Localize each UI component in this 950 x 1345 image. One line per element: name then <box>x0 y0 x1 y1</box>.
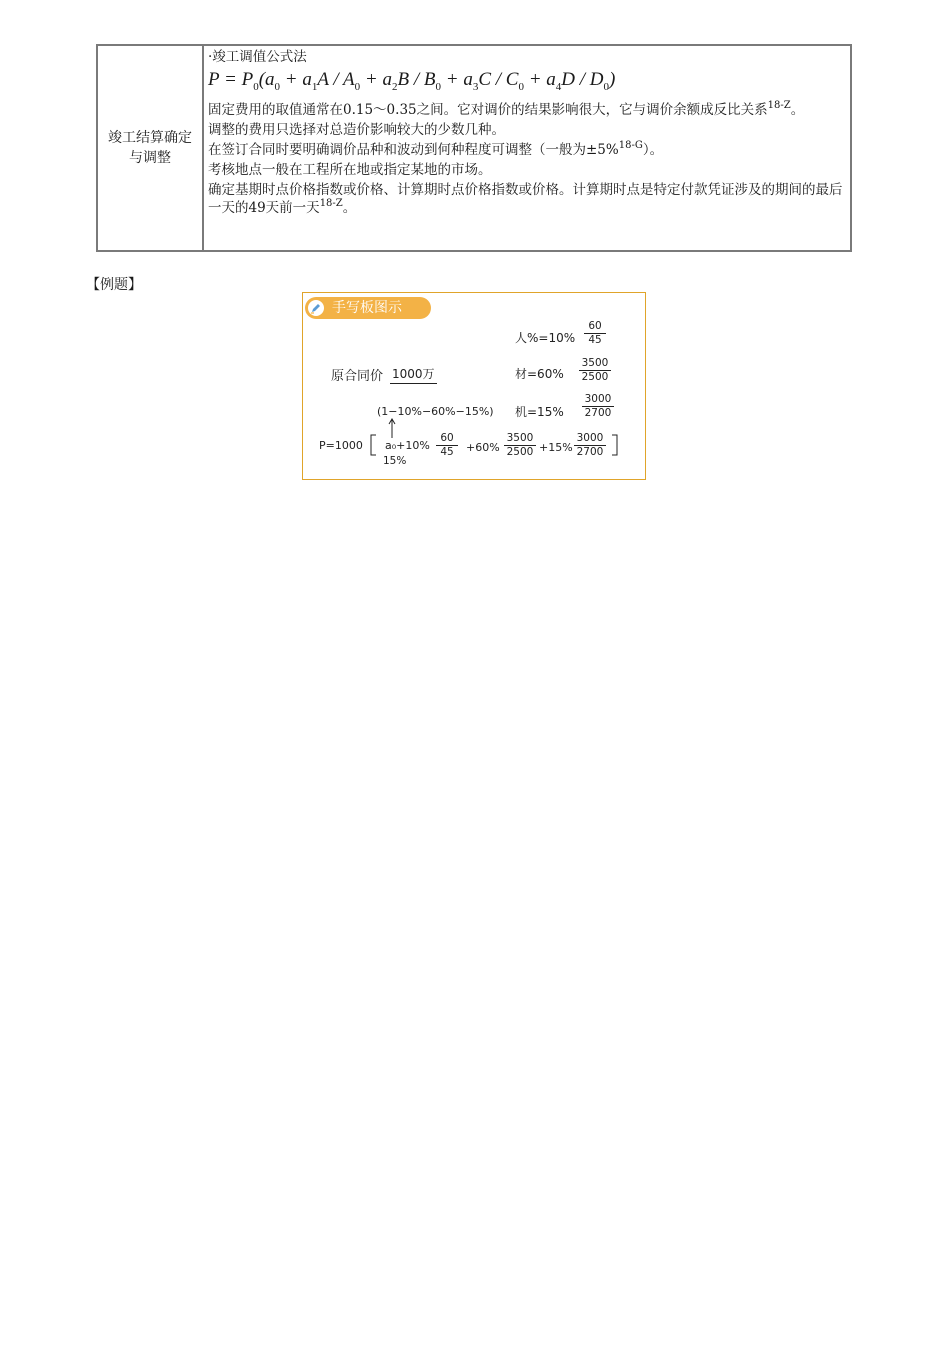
formula-term: $a_3C / C_0$ <box>463 69 524 93</box>
line-text: 调整的费用只选择对总造价影响较大的少数几种。 <box>208 121 505 138</box>
contract-label: 原合同价 <box>331 369 384 384</box>
formula-p0: $P_0$ <box>241 69 259 93</box>
line-text: 考核地点一般在工程所在地或指定某地的市场。 <box>208 161 492 178</box>
row-header-text: 竣工结算确定与调整 <box>108 130 192 166</box>
fixed-calc: (1−10%−60%−15%) <box>377 405 494 418</box>
line-reference: 18-Z <box>767 99 791 111</box>
formula-fraction-1 <box>436 432 458 459</box>
f1-num: 60 <box>440 432 454 444</box>
content-line <box>208 121 846 139</box>
formula-prefix: P=1000 <box>319 439 363 452</box>
f2-den: 2500 <box>504 445 536 459</box>
formula-term: $a_4D / D_0$ <box>546 69 610 93</box>
material-fraction <box>579 357 611 384</box>
labor-fraction <box>584 320 606 347</box>
content-line <box>208 181 846 217</box>
material-label: 材=60% <box>515 367 564 381</box>
machine-fraction <box>582 393 614 420</box>
formula-coef-2: +60% <box>466 441 500 454</box>
formula-term: $a_2B / B_0$ <box>382 69 441 93</box>
row-content <box>204 46 850 250</box>
handwriting-pad <box>302 292 646 480</box>
line-reference: 18-G <box>618 139 643 151</box>
line-text: 在签订合同时要明确调价品种和波动到何种程度可调整（一般为±5% <box>208 141 619 158</box>
formula-term: $a_1A / A_0$ <box>302 69 361 93</box>
line-tail: ）。 <box>642 141 664 158</box>
section-heading: ·竣工调值公式法 <box>208 49 307 65</box>
example-label: 【例题】 <box>86 277 142 293</box>
line-text: 确定基期时点价格指数或价格、计算期时点价格指数或价格。计算期时点是特定付款凭证涉及的期间的最后一天的49天前一天 <box>208 181 843 216</box>
machine-label: 机=15% <box>515 405 564 419</box>
f2-num: 3500 <box>506 432 534 444</box>
line-text: 固定费用的取值通常在0.15～0.35之间。它对调价的结果影响很大，它与调价余额成反比关系 <box>208 101 768 118</box>
line-reference: 18-Z <box>319 197 343 209</box>
pen-icon <box>308 300 324 316</box>
line-tail: 。 <box>342 199 357 216</box>
left-bracket <box>369 434 377 456</box>
material-den: 2500 <box>579 370 611 384</box>
formula-fraction-3 <box>574 432 606 459</box>
pad-title: 手写板图示 <box>332 300 402 316</box>
right-bracket <box>611 434 619 456</box>
machine-den: 2700 <box>582 406 614 420</box>
f3-num: 3000 <box>576 432 604 444</box>
contract-value: 1000万 <box>390 365 437 384</box>
content-line <box>208 141 846 159</box>
machine-num: 3000 <box>584 393 612 405</box>
adjustment-formula: $P = P_0(a_0 + a_1A / A_0 + a_2B / B_0 + a_3C / C_0 + a_4D / D_0)$ <box>208 69 616 93</box>
content-line <box>208 161 846 179</box>
labor-den: 45 <box>584 333 606 347</box>
content-line <box>208 101 846 119</box>
labor-num: 60 <box>588 320 602 332</box>
f1-den: 45 <box>436 445 458 459</box>
line-tail: 。 <box>790 101 805 118</box>
formula-coef-3: +15% <box>539 441 573 454</box>
content-lines <box>208 101 846 217</box>
labor-label: 人%=10% <box>515 331 576 345</box>
formula-lhs: P <box>208 69 220 90</box>
formula-term: $a_0$ <box>265 69 281 93</box>
row-header <box>98 46 204 250</box>
a0-value: 15% <box>383 455 407 467</box>
material-num: 3500 <box>581 357 609 369</box>
pad-title-badge <box>305 297 431 319</box>
arrow-up-icon <box>387 417 397 439</box>
f3-den: 2700 <box>574 445 606 459</box>
formula-fraction-2 <box>504 432 536 459</box>
a0-term: a₀+10% <box>385 439 430 452</box>
content-table <box>96 44 852 252</box>
